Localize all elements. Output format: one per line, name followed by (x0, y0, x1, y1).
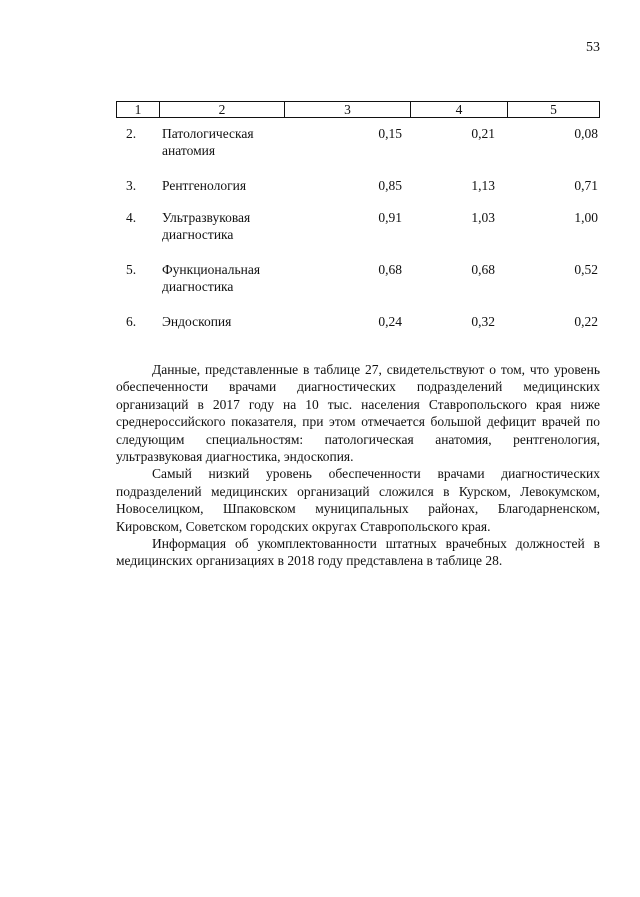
row-specialty: Функциональная диагностика (162, 262, 261, 294)
row-value-col3: 0,91 (378, 210, 402, 225)
row-value-col5: 1,00 (574, 210, 598, 225)
row-value-col4: 0,21 (471, 126, 495, 141)
row-value-col4: 0,32 (471, 314, 495, 329)
column-header: 4 (410, 102, 507, 117)
row-number: 3. (126, 178, 137, 193)
row-value-col5: 0,22 (574, 314, 598, 329)
row-number: 5. (126, 262, 137, 277)
paragraph: Самый низкий уровень обеспеченности врачами диагностических подразделений медицинских организаций сложился в Курском, Левокумском, Новоселицком, Шпаковском муниципальных районах, Благодарненском, Кировском, Советском городских округах Ставропольского края. (116, 466, 600, 534)
row-value-col3: 0,24 (378, 314, 402, 329)
row-number: 2. (126, 126, 137, 141)
row-number: 6. (126, 314, 137, 329)
diagnostics-table (116, 101, 600, 329)
page-number: 53 (586, 40, 600, 55)
row-value-col4: 1,03 (471, 210, 495, 225)
row-specialty: Ультразвуковая диагностика (162, 210, 251, 242)
row-value-col5: 0,52 (574, 262, 598, 277)
row-specialty: Эндоскопия (162, 314, 232, 329)
paragraph: Информация об укомплектованности штатных врачебных должностей в медицинских организациях в 2018 году представлена в таблице 28. (116, 536, 600, 569)
table-header-row (116, 101, 600, 118)
row-value-col5: 0,71 (574, 178, 598, 193)
row-value-col4: 1,13 (471, 178, 495, 193)
row-value-col3: 0,85 (378, 178, 402, 193)
row-value-col3: 0,68 (378, 262, 402, 277)
row-value-col5: 0,08 (574, 126, 598, 141)
row-value-col4: 0,68 (471, 262, 495, 277)
column-header: 1 (134, 102, 142, 117)
row-number: 4. (126, 210, 137, 225)
row-specialty: Патологическая анатомия (162, 126, 254, 158)
column-header: 2 (159, 102, 284, 117)
paragraph: Данные, представленные в таблице 27, свидетельствуют о том, что уровень обеспеченности врачами диагностических подразделений медицинских организаций в 2017 году на 10 тыс. населения Ставропольского края ниже среднероссийского показателя, при этом отмечается большой дефицит врачей по следующим специальностям: патологическая анатомия, рентгенология, ультразвуковая диагностика, эндоскопия. (116, 362, 600, 465)
body-text (116, 361, 600, 570)
column-header: 5 (507, 102, 599, 117)
row-value-col3: 0,15 (378, 126, 402, 141)
row-specialty: Рентгенология (162, 178, 247, 193)
column-header: 3 (284, 102, 410, 117)
